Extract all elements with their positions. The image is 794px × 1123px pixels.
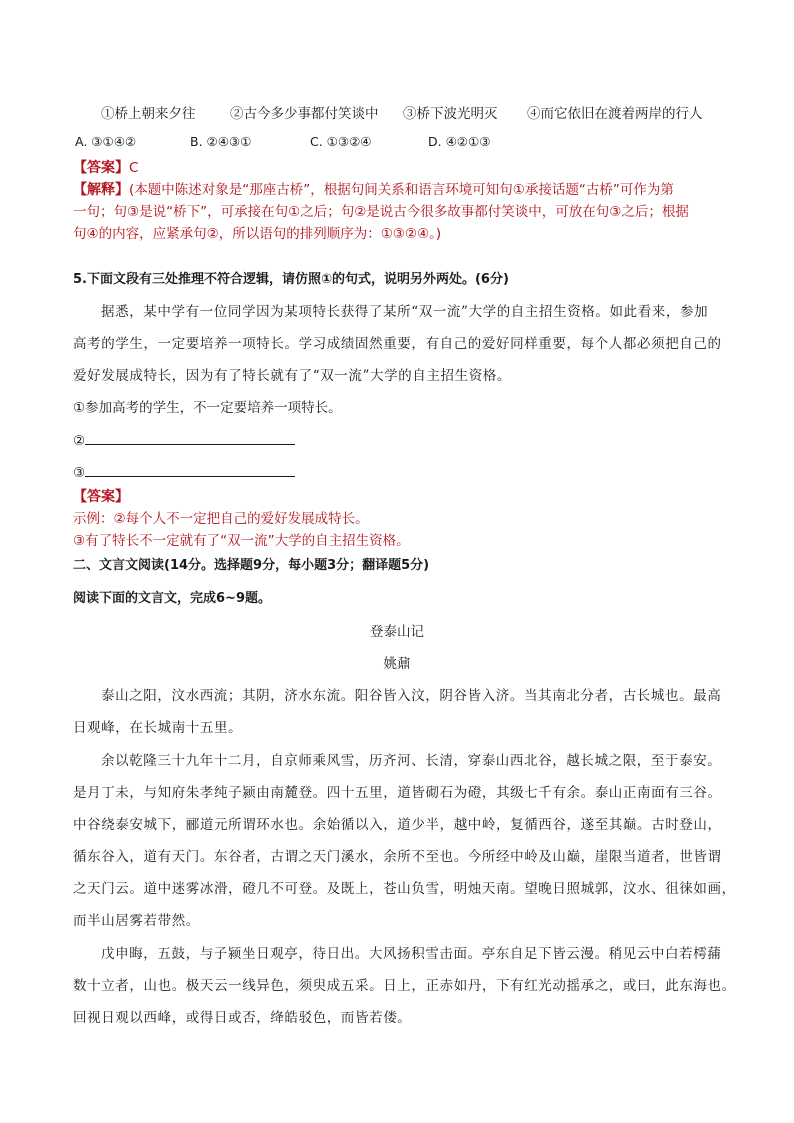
- essay-author: 姚鼐: [383, 656, 411, 672]
- sentence-3: ③桥下波光明灭: [403, 106, 498, 122]
- answer-value: C: [129, 160, 139, 176]
- essay-p3-line-1: 戊申晦，五鼓，与子颍坐日观亭，待日出。大风扬积雪击面。亭东自足下皆云漫。稍见云中白若樗蒱: [101, 946, 722, 962]
- essay-p2-line-4: 循东谷入，道有天门。东谷者，古谓之天门溪水，余所不至也。今所经中岭及山巅，崖限当道者，世皆谓: [73, 849, 722, 865]
- explain-text-1: (本题中陈述对象是“那座古桥”，根据句间关系和语言环境可知句①承接话题“古桥”可作为第: [129, 182, 674, 198]
- q4-answer: [73, 158, 138, 178]
- q5-answer-line-1: 示例：②每个人不一定把自己的爱好发展成特长。: [73, 511, 369, 527]
- item-2-label: ②: [73, 433, 86, 449]
- choice-c: C. ①③②④: [310, 134, 372, 149]
- answer-tag: 【答案】: [73, 489, 129, 505]
- essay-p2-line-5: 之天门云。道中迷雾冰滑，磴几不可登。及既上，苍山负雪，明烛天南。望晚日照城郭，汶水、徂徕如画，: [73, 881, 736, 897]
- choice-d: D. ④②①③: [428, 134, 491, 149]
- q4-explanation-line-3: 句④的内容，应紧承句②，所以语句的排列顺序为：①③②④。): [73, 226, 442, 242]
- answer-tag: 【答案】: [73, 160, 129, 176]
- essay-p1-line-1: 泰山之阳，汶水西流；其阴，济水东流。阳谷皆入汶，阴谷皆入济。当其南北分者，古长城也。最高: [101, 688, 722, 704]
- explain-tag: 【解释】: [73, 182, 129, 198]
- q5-passage-line-2: 高考的学生，一定要培养一项特长。学习成绩固然重要，有自己的爱好同样重要，每个人都必须把自己的: [73, 336, 722, 352]
- q4-explanation-line-2: 一句；句③是说“桥下”，可承接在句①之后；句②是说古今很多故事都付笑谈中，可放在句③之后；根据: [73, 204, 689, 220]
- sentence-2: ②古今多少事都付笑谈中: [230, 106, 379, 122]
- sentence-4: ④而它依旧在渡着两岸的行人: [527, 106, 703, 122]
- choice-a: A. ③①④②: [75, 134, 137, 149]
- q5-passage-line-1: 据悉，某中学有一位同学因为某项特长获得了某所“双一流”大学的自主招生资格。如此看来，参加: [101, 304, 709, 320]
- section-heading: 二、文言文阅读(14分。选择题9分，每小题3分；翻译题5分): [73, 558, 430, 573]
- item-3-label: ③: [73, 465, 86, 481]
- q4-explanation-line-1: [73, 180, 674, 200]
- q5-passage-line-3: 爱好发展成特长，因为有了特长就有了“双一流”大学的自主招生资格。: [73, 368, 512, 384]
- q5-item-3: [73, 462, 295, 483]
- answer-blank-2[interactable]: [85, 430, 295, 445]
- q5-item-2: [73, 430, 295, 451]
- section-instruction: 阅读下面的文言文，完成6~9题。: [73, 591, 271, 606]
- essay-p2-line-3: 中谷绕泰安城下，郦道元所谓环水也。余始循以入，道少半，越中岭，复循西谷，遂至其巅。古时登山，: [73, 817, 722, 833]
- q5-title: 5.下面文段有三处推理不符合逻辑，请仿照①的句式，说明另外两处。(6分): [73, 272, 509, 287]
- essay-title: 登泰山记: [370, 624, 424, 640]
- essay-p2-line-1: 余以乾隆三十九年十二月，自京师乘风雪，历齐河、长清，穿泰山西北谷，越长城之限，至于泰安。: [101, 753, 722, 769]
- choice-b: B. ②④③①: [190, 134, 252, 149]
- q5-answer-line-2: ③有了特长不一定就有了“双一流”大学的自主招生资格。: [73, 533, 410, 549]
- essay-p2-line-6: 而半山居雾若带然。: [73, 913, 200, 929]
- essay-p3-line-3: 回视日观以西峰，或得日或否，绛皓驳色，而皆若偻。: [73, 1010, 412, 1026]
- essay-p1-line-2: 日观峰，在长城南十五里。: [73, 720, 243, 736]
- sentence-1: ①桥上朝来夕往: [101, 106, 196, 122]
- essay-p2-line-2: 是月丁未，与知府朱孝纯子颍由南麓登。四十五里，道皆砌石为磴，其级七千有余。泰山正南面有三谷。: [73, 785, 722, 801]
- q5-answer-tag-line: [73, 487, 129, 507]
- answer-blank-3[interactable]: [85, 462, 295, 477]
- q5-item-1: ①参加高考的学生，不一定要培养一项特长。: [73, 400, 342, 416]
- essay-p3-line-2: 数十立者，山也。极天云一线异色，须臾成五采。日上，正赤如丹，下有红光动摇承之，或曰，此东海也。: [73, 978, 736, 994]
